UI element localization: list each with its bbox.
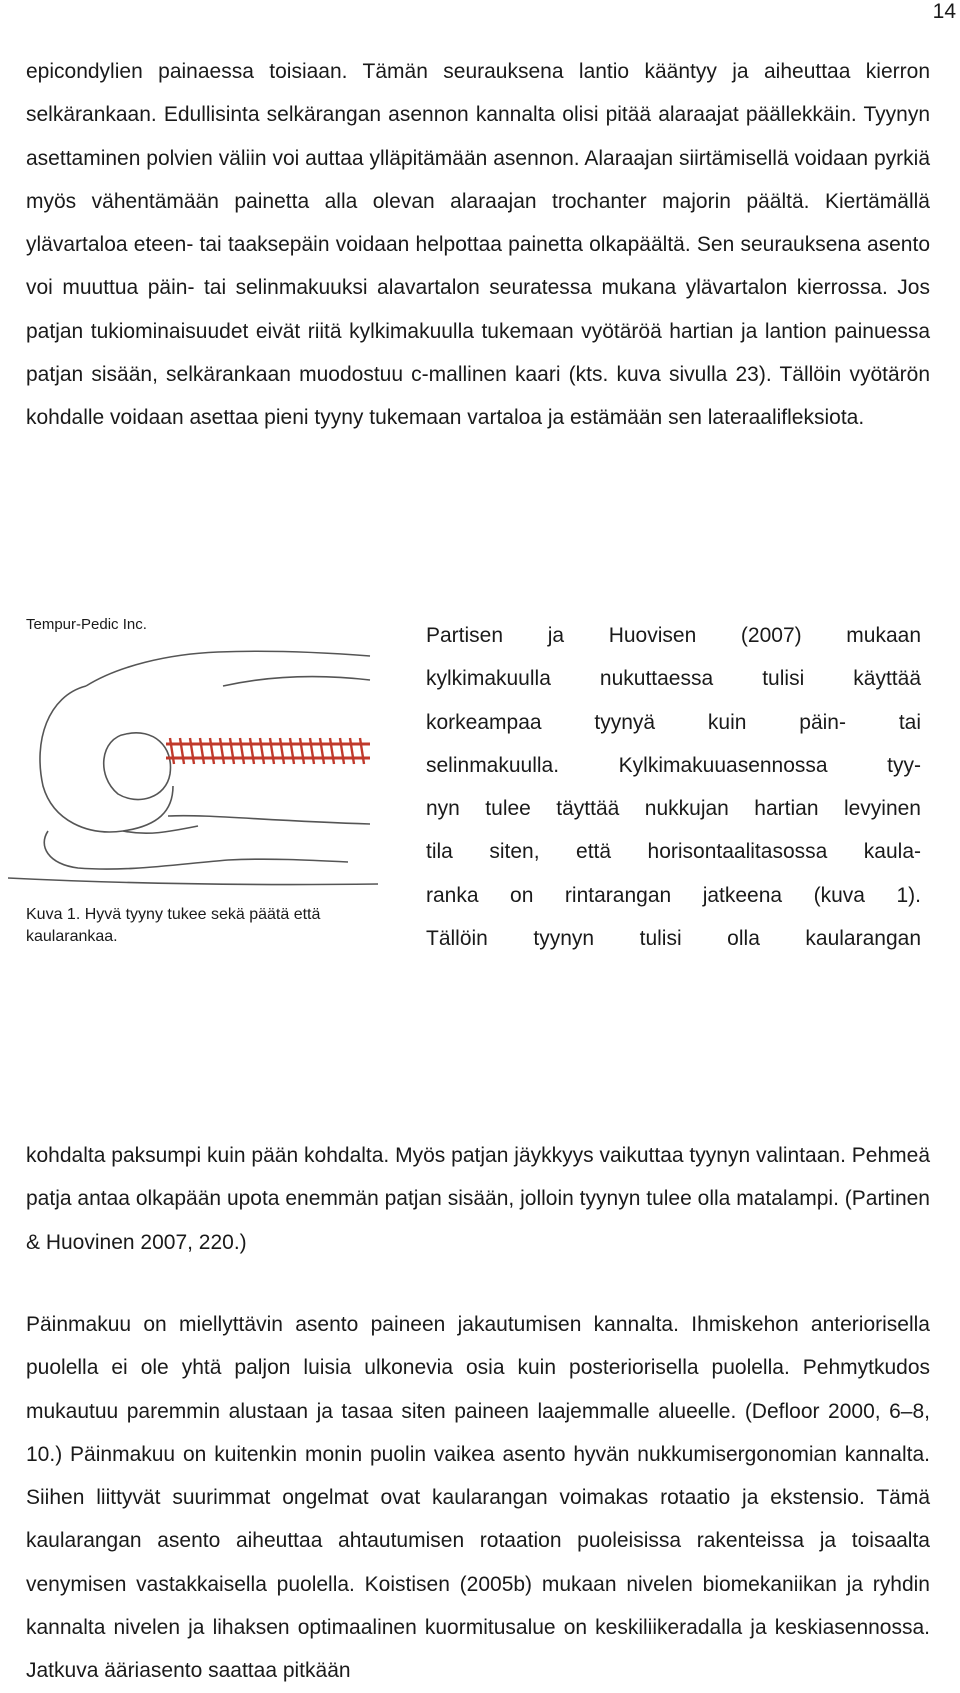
side-sleeping-figure [8,646,378,896]
side-text-line: selinmakuulla. Kylkimakuuasennossa tyy- [426,753,921,777]
figure-credit: Tempur-Pedic Inc. [26,616,147,633]
skull-outline [86,651,370,686]
side-text-line: Tällöin tyynyn tulisi olla kaularangan [426,927,921,951]
spine [166,744,370,758]
side-text-line: tila siten, että horisontaalitasossa kaula- [426,840,921,864]
side-text-line: korkeampaa tyynyä kuin päin- tai [426,710,921,734]
mattress-line [8,878,378,885]
side-text [426,614,921,960]
pillow-outline [44,831,348,869]
side-text-line: kylkimakuulla nukuttaessa tulisi käyttää [426,667,921,691]
paragraph-3: Päinmakuu on miellyttävin asento paineen jakautumisen kannalta. Ihmiskehon anteriorisella puolella ei ole yhtä paljon luisia ulkonevia osia kuin posteriorisella puolella. Pehmytkudos mukautuu paremmin alustaan ja tasaa siten paineen laajemmalle alueelle. (Defloor 2000, 6–8, 10.) Päinmakuu on kuitenkin monin puolin vaikea asento hyvän nukkumisergonomian kannalta. Siihen liittyvät suurimmat ongelmat ovat kaularangan voimakas rotaatio ja ekstensio. Tämä kaularangan asento aiheuttaa ahtautumisen rotaation puoleisissa rakenteissa ja toisaalta venymisen vastakkaisella puolella. Koistisen (2005b) mukaan nivelen biomekaniikan ja ryhdin kannalta nivelen ja lihaksen optimaalinen kuormitusalue on keskiliikeradalla ja keskiasennossa. Jatkuva ääriasento saattaa pitkään [26,1313,930,1683]
side-text-line: nyn tulee täyttää nukkujan hartian levyinen [426,797,921,821]
paragraph-1: epicondylien painaessa toisiaan. Tämän seurauksena lantio kääntyy ja aiheuttaa kierron selkärankaan. Edullisinta selkärangan asennon kannalta olisi pitää alaraajat päällekkäin. Tyynyn asettaminen polvien väliin voi auttaa ylläpitämään asennon. Alaraajan siirtämisellä voidaan pyrkiä myös vähentämään painetta alla olevan alaraajan trochanter majorin päältä. Kiertämällä ylävartaloa eteen- tai taaksepäin voidaan helpottaa painetta olkapäältä. Sen seurauksena asento voi muuttua päin- tai selinmakuuksi alavartalon seuratessa mukana ylävartalon kierrossa. Jos patjan tukiominaisuudet eivät riitä kylkimakuulla tukemaan vyötäröä hartian ja lantion painuessa patjan sisään, selkärankaan muodostuu c-mallinen kaari (kts. kuva sivulla 23). Tällöin vyötärön kohdalle voidaan asettaa pieni tyyny tukemaan vartaloa ja estämään sen lateraalifleksiota. [26,60,930,430]
page-number: 14 [932,0,956,23]
figure-caption: Kuva 1. Hyvä tyyny tukee sekä päätä että kaularankaa. [26,906,321,945]
body-underside [168,816,370,824]
ear-outline [104,733,171,800]
side-text-line: Partisen ja Huovisen (2007) mukaan [426,624,921,647]
shoulder-outline [223,677,370,686]
pillow-illustration [8,646,378,896]
paragraph-2-continuation: kohdalta paksumpi kuin pään kohdalta. Myös patjan jäykkyys vaikuttaa tyynyn valintaan. Pehmeä patja antaa olkapään upota enemmän patjan sisään, jolloin tyynyn tulee olla matalampi. (Partinen & Huovinen 2007, 220.) [26,1144,930,1254]
vertebrae [170,738,364,764]
side-text-line: ranka on rintarangan jatkeena (kuva 1). [426,883,921,907]
head-outline [40,686,173,832]
